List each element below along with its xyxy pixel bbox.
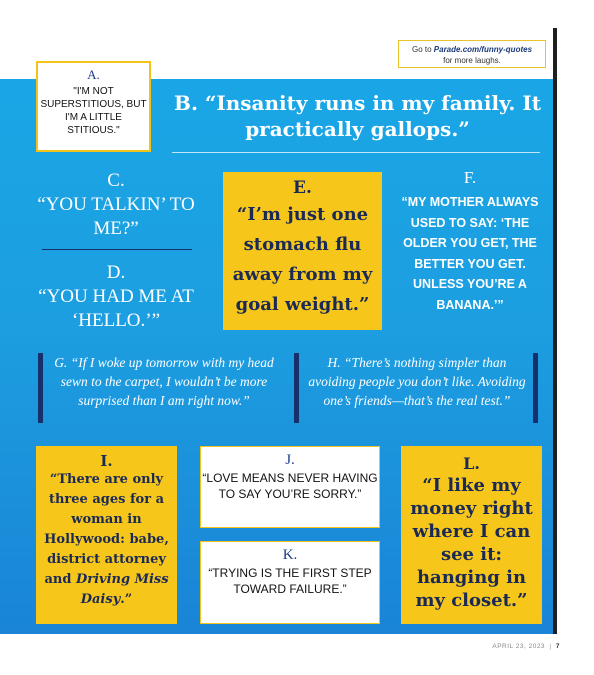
quote-i-box (36, 446, 177, 624)
footer-date: APRIL 23, 2023 (492, 643, 546, 650)
promo-suffix: for more laughs. (443, 56, 501, 65)
quote-l-text: “I like my money right where I can see it: hanging in my closet.” (410, 475, 533, 611)
quote-f-letter: F. (463, 168, 477, 187)
quote-g-text: “If I woke up tomorrow with my head sewn to the carpet, I wouldn’t be more surprised than I am right now.” (60, 355, 274, 408)
quote-c-text: “YOU TALKIN’ TO ME?” (37, 194, 195, 239)
quote-h-letter: H. (327, 355, 341, 370)
quote-e-text: “I’m just one stomach flu away from my goal weight.” (232, 204, 373, 315)
quote-a-text: "I'M NOT SUPERSTITIOUS, BUT I'M A LITTLE STITIOUS." (40, 86, 147, 136)
quote-a-letter: A. (87, 67, 100, 82)
quote-b-text: “Insanity runs in my family. It practically gallops.” (204, 91, 541, 141)
quote-h (303, 353, 531, 410)
quote-i-text (36, 470, 177, 610)
quote-k-box (200, 541, 380, 624)
quote-h-bar-right (533, 353, 538, 423)
quote-i-text-italic: Driving Miss Daisy (75, 572, 169, 607)
quote-j-text: “LOVE MEANS NEVER HAVING TO SAY YOU’RE SORRY.” (202, 471, 378, 501)
quote-d-text: “YOU HAD ME AT ‘HELLO.’” (38, 286, 194, 331)
quote-d-letter: D. (106, 262, 126, 283)
quote-k-text: “TRYING IS THE FIRST STEP TOWARD FAILURE.” (208, 566, 372, 596)
promo-link[interactable]: Parade.com/funny-quotes (433, 45, 533, 54)
quote-k-letter: K. (282, 547, 298, 563)
quote-i-text-post: .” (120, 592, 133, 607)
quote-l-box (401, 446, 542, 624)
quote-b (170, 90, 545, 142)
quote-c-letter: C. (107, 170, 125, 191)
divider-b (172, 152, 540, 153)
page-edge-rule (553, 28, 557, 634)
quote-a-box (36, 61, 151, 152)
quote-b-letter: B. (174, 91, 198, 115)
quote-j-box (200, 446, 380, 528)
quote-i-text-pre: “There are only three ages for a woman in Hollywood: babe, district attorney and (44, 472, 169, 587)
promo-box[interactable] (398, 40, 546, 68)
page-footer (460, 643, 560, 650)
quote-g-letter: G. (54, 355, 68, 370)
quote-h-bar-left (294, 353, 299, 423)
footer-separator: | (549, 643, 552, 650)
page-number: 7 (555, 643, 560, 650)
divider-cd (42, 249, 192, 250)
quote-g-bar (38, 353, 43, 423)
quote-h-text: “There’s nothing simpler than avoiding people you don’t like. Avoiding one’s friends—that’s the real test.” (308, 355, 526, 408)
quote-i-letter: I. (100, 452, 113, 470)
quote-j-letter: J. (285, 452, 295, 468)
quote-g (48, 353, 280, 410)
quote-e-letter: E. (293, 178, 312, 198)
promo-prefix: Go to (411, 45, 432, 54)
quote-l-letter: L. (463, 454, 480, 473)
quote-f-text: “MY MOTHER ALWAYS USED TO SAY: ‘THE OLDER YOU GET, THE BETTER YOU GET. UNLESS YOU’RE A BANANA.’” (401, 195, 539, 312)
quote-e-box (223, 172, 382, 330)
